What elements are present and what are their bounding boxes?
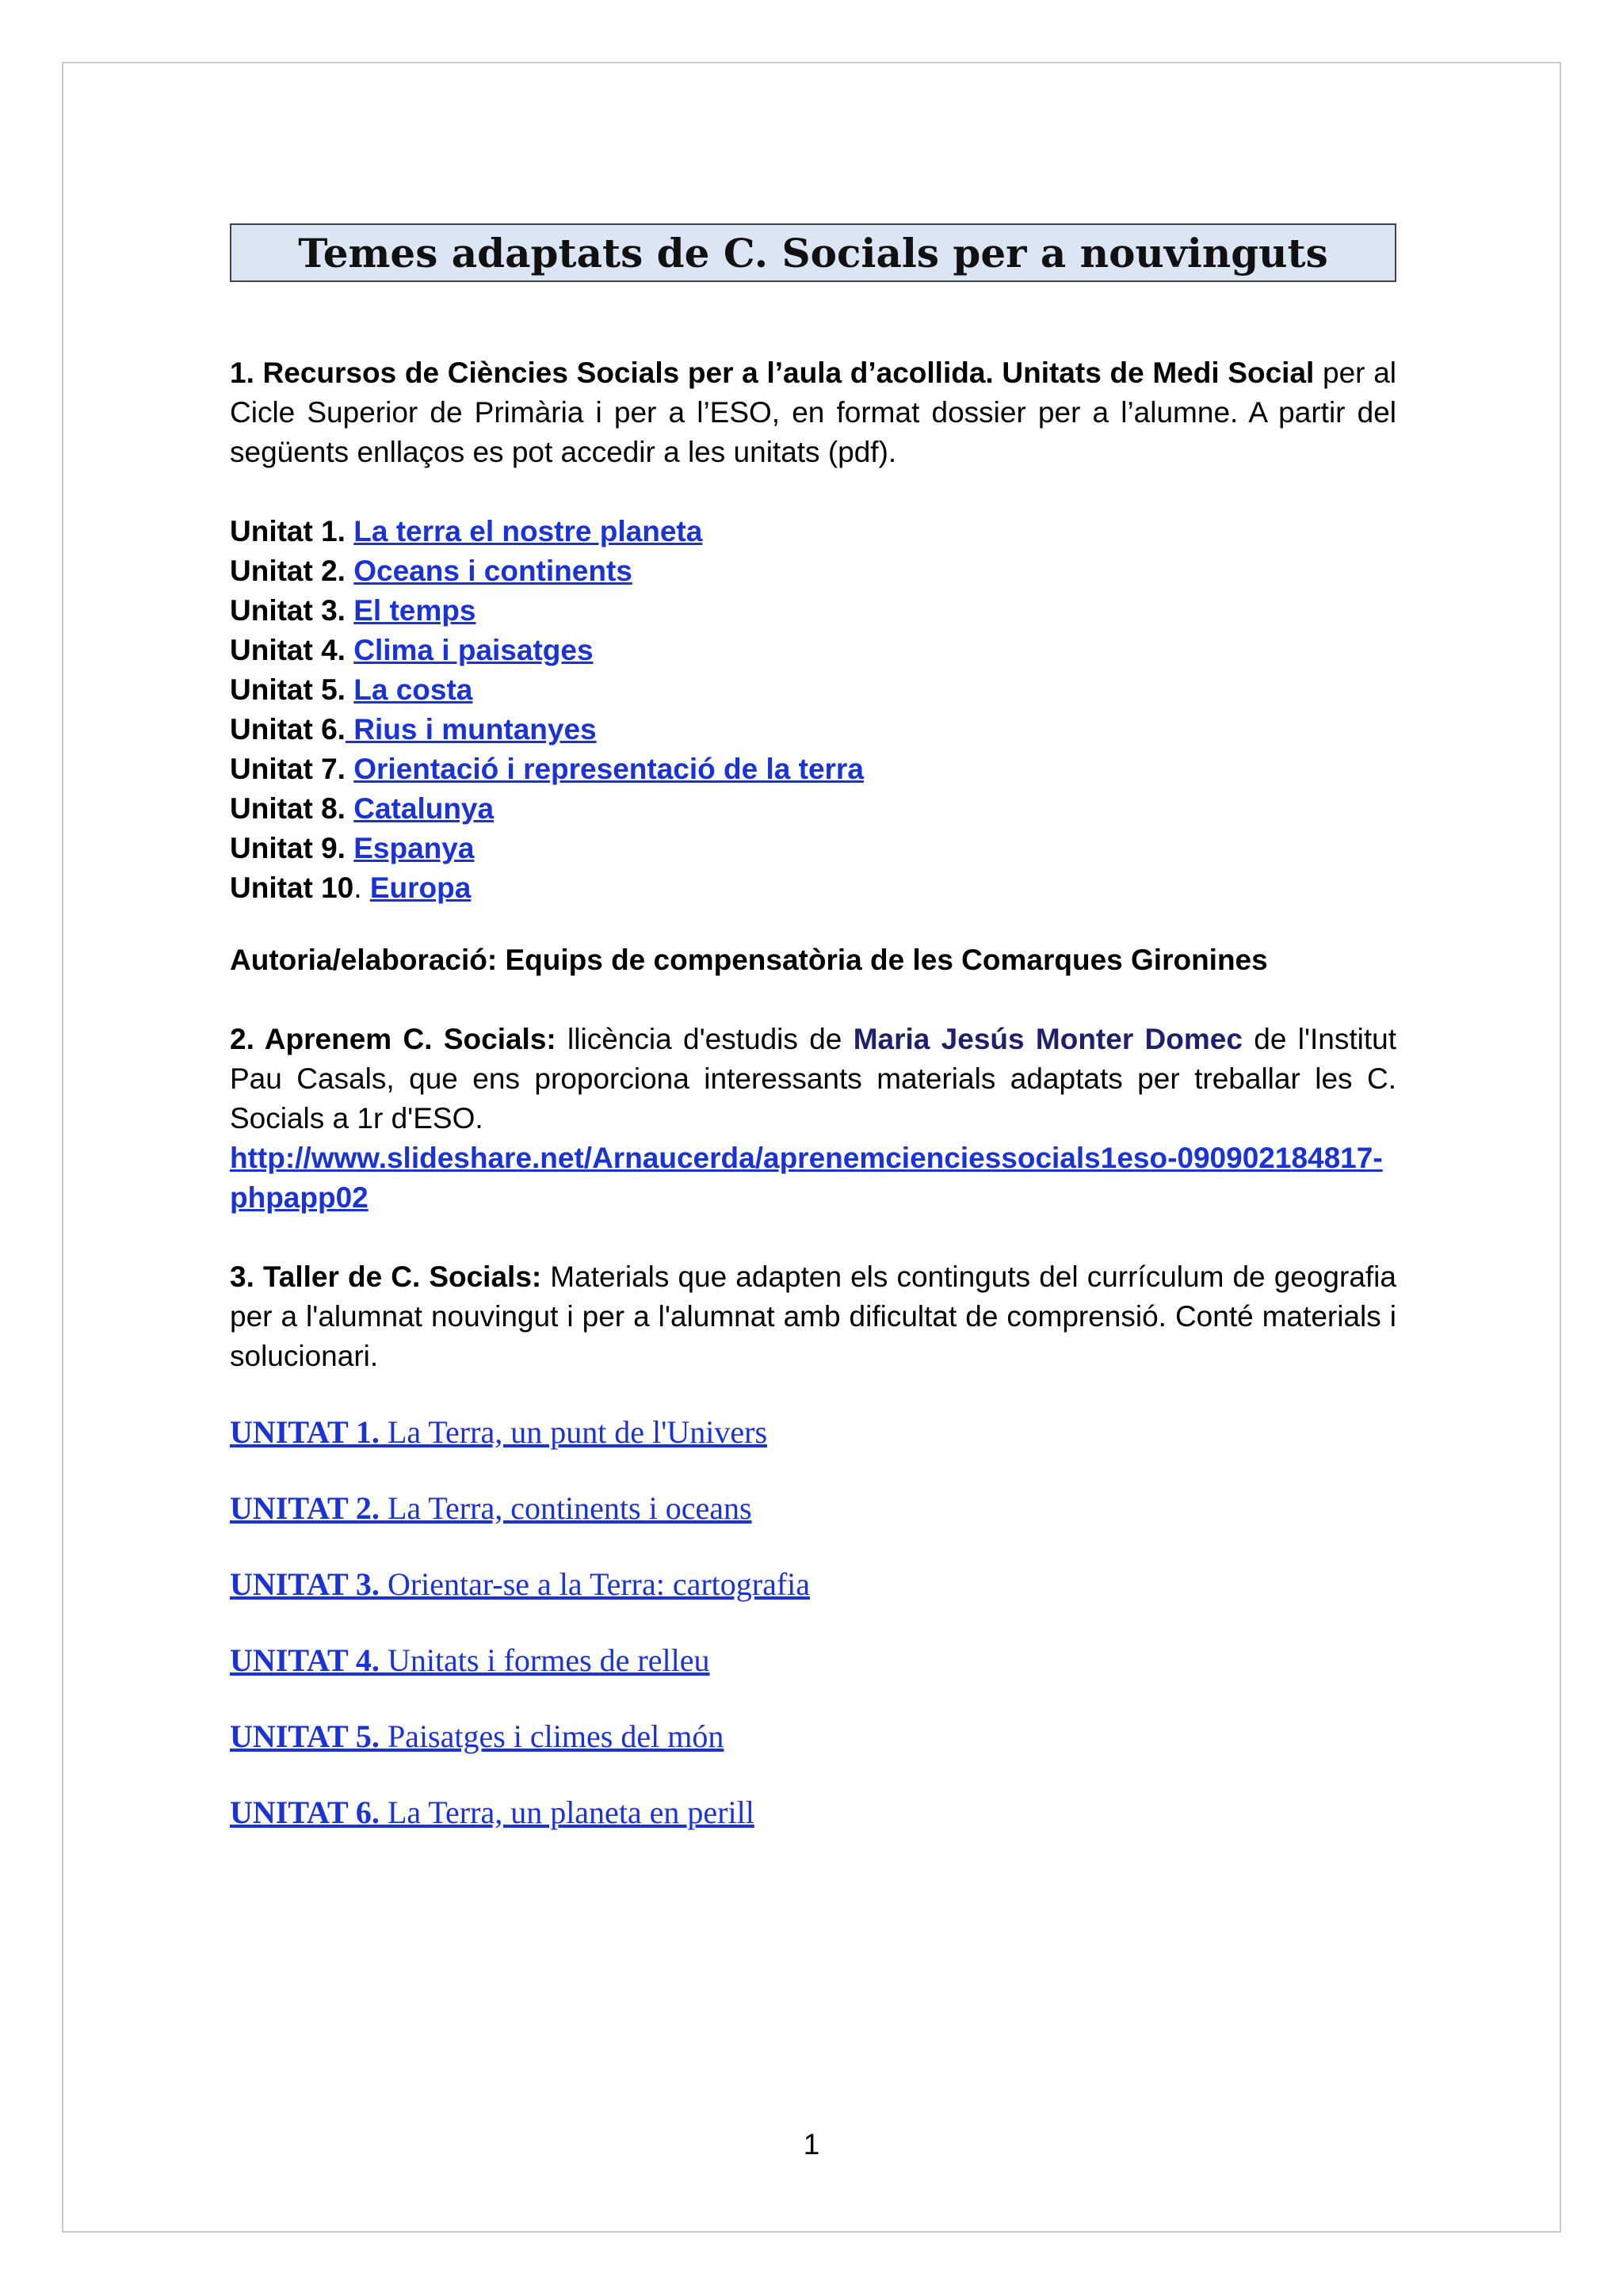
unit-item	[230, 551, 1396, 591]
taller-unit-link[interactable]	[230, 1413, 1396, 1489]
taller-unit-number: UNITAT 5.	[230, 1718, 380, 1754]
unit-item	[230, 670, 1396, 710]
authorship-line: Autoria/elaboració: Equips de compensatòria de les Comarques Gironines	[230, 944, 1268, 976]
unit-item	[230, 749, 1396, 789]
unit-item	[230, 789, 1396, 829]
section-3-lead: 3. Taller de C. Socials:	[230, 1261, 542, 1293]
unit-item	[230, 868, 1396, 908]
taller-unit-number: UNITAT 4.	[230, 1642, 380, 1678]
unit-label: Unitat 3.	[230, 594, 354, 627]
section-3-unit-list	[230, 1413, 1396, 1869]
section-2-intro	[230, 1020, 1396, 1218]
page-title: Temes adaptats de C. Socials per a nouvinguts	[230, 223, 1396, 282]
unit-link[interactable]: El temps	[353, 594, 476, 627]
section-1-unit-list	[230, 512, 1396, 908]
taller-unit-title: La Terra, un planeta en perill	[379, 1794, 754, 1830]
unit-item	[230, 512, 1396, 551]
unit-label: Unitat 1.	[230, 515, 354, 547]
unit-label: Unitat 4.	[230, 634, 354, 666]
unit-link[interactable]: Catalunya	[353, 792, 495, 825]
taller-unit-link[interactable]	[230, 1489, 1396, 1565]
unit-label: Unitat 9.	[230, 832, 354, 864]
unit-link[interactable]: Clima i paisatges	[353, 634, 594, 666]
section-2-lead: 2. Aprenem C. Socials:	[230, 1023, 556, 1055]
section-3-text: Materials que adapten els continguts del currículum de geografia per a l'alumnat nouvingut i per a l'alumnat amb dificultat de comprensió. Conté materials i solucionari.	[230, 1261, 1396, 1372]
unit-link[interactable]: Europa	[369, 871, 472, 904]
unit-link[interactable]: Espanya	[353, 832, 475, 864]
section-2-text-a: llicència d'estudis de	[556, 1023, 854, 1055]
taller-unit-title: La Terra, continents i oceans	[379, 1490, 752, 1526]
taller-unit-title: La Terra, un punt de l'Univers	[379, 1414, 768, 1450]
unit-link[interactable]: Oceans i continents	[353, 555, 632, 587]
taller-unit-number: UNITAT 3.	[230, 1566, 380, 1602]
unit-label: Unitat 7.	[230, 753, 354, 785]
taller-unit-title: Orientar-se a la Terra: cartografia	[379, 1566, 811, 1602]
unit-link[interactable]: La costa	[353, 673, 473, 706]
section-1-lead: 1. Recursos de Ciències Socials per a l’aula d’acollida. Unitats de Medi Social	[230, 357, 1315, 389]
taller-unit-number: UNITAT 6.	[230, 1794, 380, 1830]
page-number: 1	[803, 2128, 820, 2161]
taller-unit-link[interactable]	[230, 1793, 1396, 1869]
section-2-text-b: de l'Institut Pau Casals, que ens proporciona interessants materials adaptats per treballar les C. Socials a 1r d'ESO.	[230, 1023, 1397, 1135]
taller-unit-title: Paisatges i climes del món	[379, 1718, 724, 1754]
document-content	[230, 223, 1396, 1869]
slideshare-link[interactable]: http://www.slideshare.net/Arnaucerda/aprenemcienciessocials1eso-090902184817-phpapp02	[230, 1142, 1383, 1214]
taller-unit-title: Unitats i formes de relleu	[379, 1642, 710, 1678]
unit-item	[230, 631, 1396, 670]
taller-unit-link[interactable]	[230, 1641, 1396, 1717]
section-1-text: per al Cicle Superior de Primària i per a l’ESO, en format dossier per a l’alumne. A partir del següents enllaços es pot accedir a les unitats (pdf).	[230, 357, 1396, 468]
unit-link[interactable]: Rius i muntanyes	[345, 713, 597, 746]
author-name: Maria Jesús Monter Domec	[853, 1023, 1243, 1055]
unit-link[interactable]: Orientació i representació de la terra	[353, 753, 864, 785]
unit-separator: .	[353, 871, 370, 904]
unit-label: Unitat 8.	[230, 792, 354, 825]
unit-label: Unitat 10	[230, 871, 354, 904]
taller-unit-number: UNITAT 2.	[230, 1490, 380, 1526]
taller-unit-number: UNITAT 1.	[230, 1414, 380, 1450]
unit-item	[230, 591, 1396, 631]
taller-unit-link[interactable]	[230, 1565, 1396, 1641]
section-3-intro	[230, 1257, 1396, 1376]
unit-label: Unitat 5.	[230, 673, 354, 706]
section-1-intro	[230, 353, 1396, 472]
taller-unit-link[interactable]	[230, 1717, 1396, 1793]
unit-label: Unitat 2.	[230, 555, 354, 587]
unit-label: Unitat 6.	[230, 713, 346, 746]
unit-item	[230, 710, 1396, 749]
unit-link[interactable]: La terra el nostre planeta	[353, 515, 703, 547]
unit-item	[230, 829, 1396, 868]
